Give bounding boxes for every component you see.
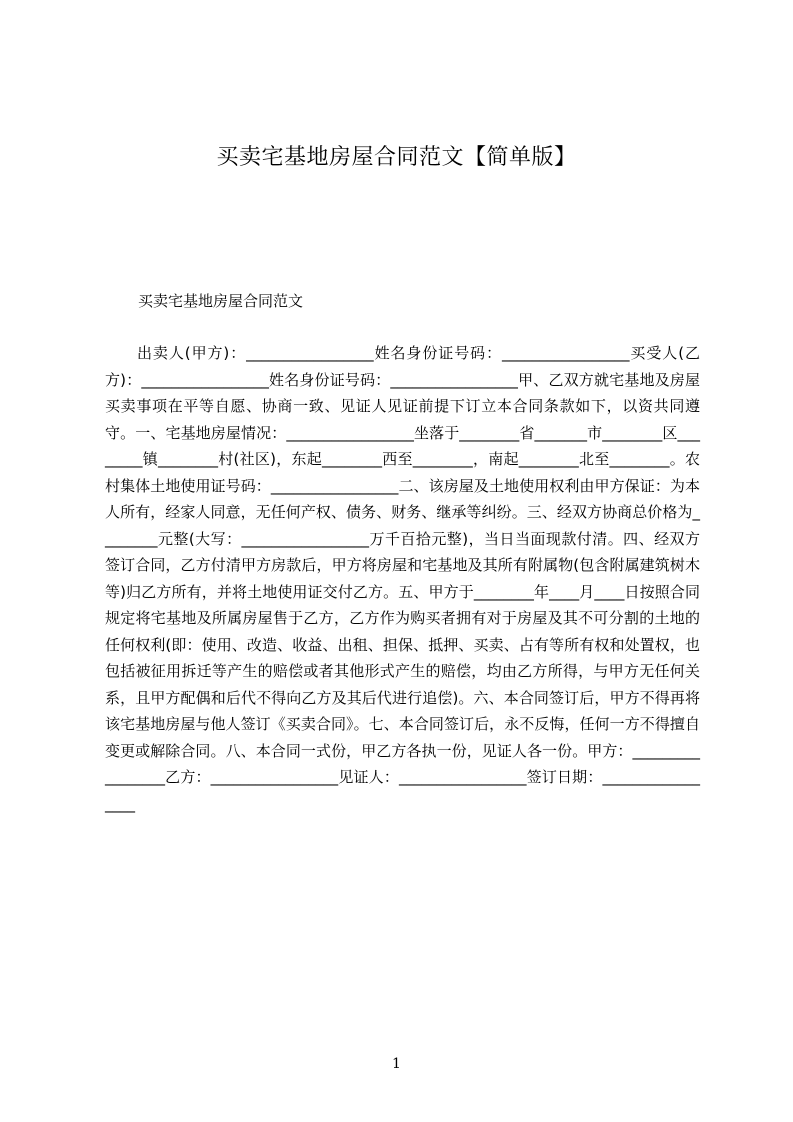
page-number: 1 <box>392 1056 401 1072</box>
document-subtitle: 买卖宅基地房屋合同范文 <box>138 292 304 310</box>
document-title: 买卖宅基地房屋合同范文【简单版】 <box>216 145 577 170</box>
contract-body-paragraph: 出卖人(甲方)：_________________姓名身份证号码：_________________买受人(乙方)：_________________姓名身份证号码：_________________甲、乙双方就宅基地及房屋买卖事项在平等自愿、协商一致、见证人见证前提下订立本合同条款如下，以资共同遵守。一、宅基地房屋情况：_________________坐落于________省_______市________区________镇________村(社区)，东起________西至________，南起________北至________。农村集体土地使用证号码：_________________二、该房屋及土地使用权利由甲方保证：为本人所有，经家人同意，无任何产权、债务、财务、继承等纠纷。三、经双方协商总价格为________元整(大写：_________________万千百拾元整)，当日当面现款付清。四、经双方签订合同，乙方付清甲方房款后，甲方将房屋和宅基地及其所有附属物(包含附属建筑树木等)归乙方所有，并将土地使用证交付乙方。五、甲方于________年____月____日按照合同规定将宅基地及所属房屋售于乙方，乙方作为购买者拥有对于房屋及其不可分割的土地的任何权利(即：使用、改造、收益、出租、担保、抵押、买卖、占有等所有权和处置权，也包括被征用拆迁等产生的赔偿或者其他形式产生的赔偿，均由乙方所得，与甲方无任何关系，且甲方配偶和后代不得向乙方及其后代进行追偿)。六、本合同签订后，甲方不得再将该宅基地房屋与他人签订《买卖合同》。七、本合同签订后，永不反悔，任何一方不得擅自变更或解除合同。八、本合同一式份，甲乙方各执一份，见证人各一份。甲方：_________________乙方：_________________见证人：_________________签订日期：_________________ <box>105 344 700 813</box>
